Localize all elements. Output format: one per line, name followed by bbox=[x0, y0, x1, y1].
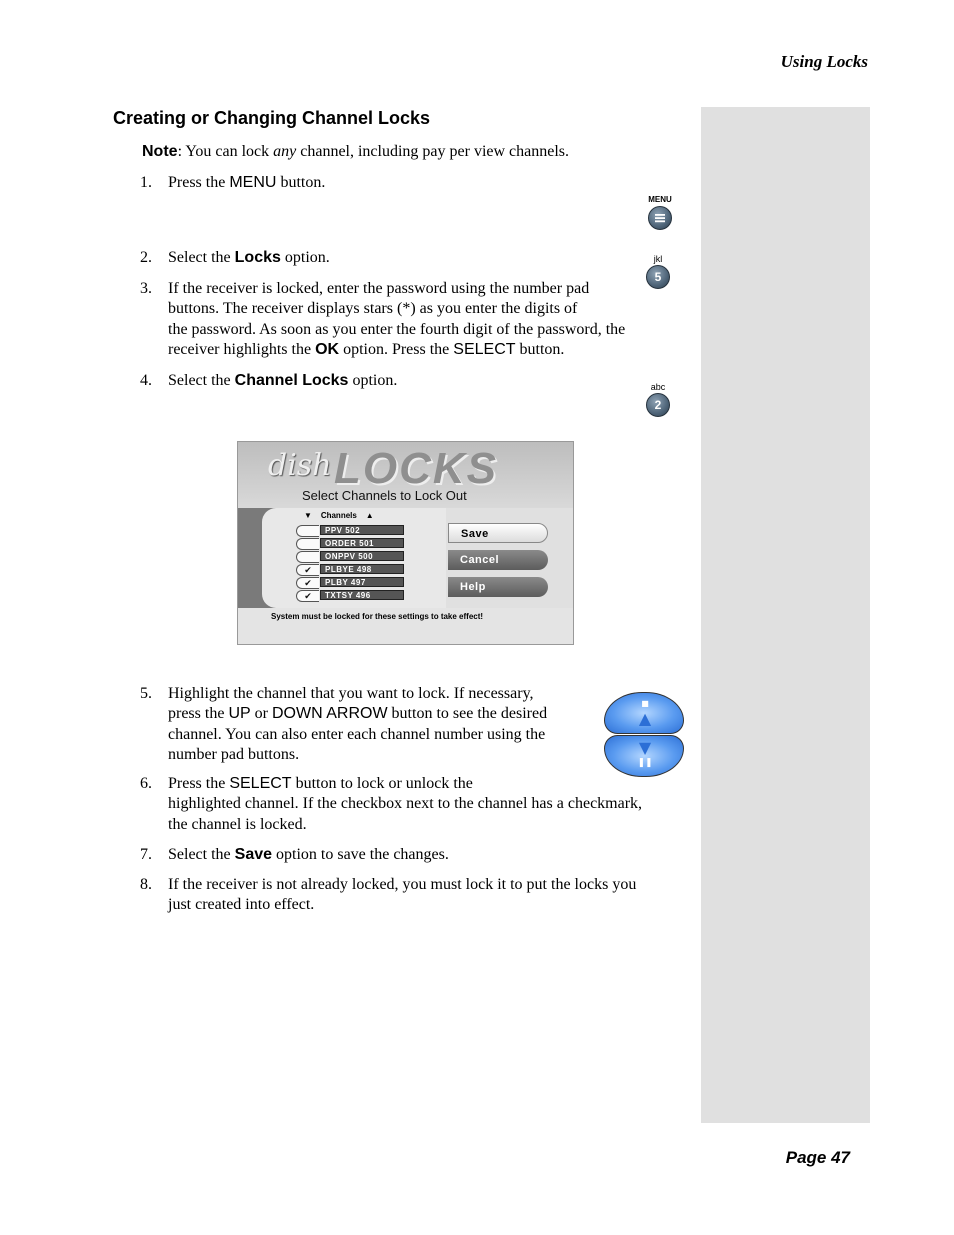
jkl-label: jkl bbox=[653, 254, 663, 264]
screen-subtitle: Select Channels to Lock Out bbox=[302, 488, 467, 503]
screen-save-option: Save bbox=[448, 523, 548, 543]
pause-icon: ❚❚ bbox=[637, 758, 653, 768]
step-number: 7. bbox=[140, 846, 152, 863]
dish-logo: dish bbox=[268, 448, 332, 483]
menu-button-icon bbox=[648, 206, 672, 230]
channel-name: PLBY 497 bbox=[320, 577, 404, 587]
checkmark-icon: ✔ bbox=[296, 577, 319, 589]
menu-button-label: MENU bbox=[648, 195, 672, 204]
channel-row bbox=[296, 551, 406, 562]
margin-sidebar bbox=[701, 107, 870, 1123]
step-2-text: Select the Locks option. bbox=[168, 249, 330, 266]
step-1-text: Press the MENU button. bbox=[168, 174, 326, 191]
step-number: 8. bbox=[140, 876, 152, 893]
abc-label: abc bbox=[650, 382, 666, 392]
step-number: 3. bbox=[140, 280, 152, 297]
arrow-up-icon: ▲ bbox=[638, 709, 652, 728]
step-number: 6. bbox=[140, 775, 152, 792]
screen-footer-message: System must be locked for these settings to take effect! bbox=[271, 612, 484, 621]
step-8-text: If the receiver is not already locked, you must lock it to put the locks you just created into effect. bbox=[168, 876, 637, 914]
channel-row bbox=[296, 564, 406, 575]
up-down-arrow-buttons bbox=[604, 692, 685, 777]
channel-row bbox=[296, 525, 406, 536]
arrow-up-icon: ▲ bbox=[365, 511, 374, 520]
step-6-text: Press the SELECT button to lock or unlock the highlighted channel. If the checkbox next to the channel has a checkmark, the channel is locked. bbox=[168, 775, 643, 833]
section-title: Creating or Changing Channel Locks bbox=[113, 108, 431, 128]
channel-row bbox=[296, 590, 406, 601]
step-3-text: If the receiver is locked, enter the password using the number pad buttons. The receiver displays stars (*) as you enter the digits of the password. As soon as you enter the fourth digit of the password, the receiver highlights the OK option. Press the SELECT button. bbox=[168, 280, 626, 358]
checkmark-icon: ✔ bbox=[296, 564, 319, 576]
running-header: Using Locks bbox=[780, 52, 868, 71]
screen-help-option: Help bbox=[448, 577, 548, 597]
arrow-down-icon: ▼ bbox=[304, 511, 312, 520]
number-5-button-icon: 5 bbox=[646, 265, 670, 289]
channel-name: ONPPV 500 bbox=[320, 551, 404, 561]
note-label: Note bbox=[142, 143, 178, 160]
channel-name: PPV 502 bbox=[320, 525, 404, 535]
channel-row bbox=[296, 577, 406, 588]
channel-name: ORDER 501 bbox=[320, 538, 404, 548]
step-number: 1. bbox=[140, 174, 152, 191]
channel-checkbox bbox=[296, 551, 319, 563]
locks-screen-image bbox=[237, 441, 574, 645]
screen-cancel-option: Cancel bbox=[448, 550, 548, 570]
square-icon: ■ bbox=[641, 699, 649, 708]
note-paragraph: Note: You can lock any channel, including pay per view channels. bbox=[142, 143, 570, 160]
checkmark-icon: ✔ bbox=[296, 590, 319, 602]
step-7-text: Select the Save option to save the changes. bbox=[168, 846, 449, 863]
channel-checkbox bbox=[296, 525, 319, 537]
down-arrow-button-icon bbox=[604, 735, 684, 777]
up-arrow-button-icon bbox=[604, 692, 684, 734]
arrow-down-icon: ▼ bbox=[638, 738, 652, 757]
step-number: 2. bbox=[140, 249, 152, 266]
channel-name: TXTSY 496 bbox=[320, 590, 404, 600]
number-2-button-icon: 2 bbox=[646, 393, 670, 417]
channel-checkbox bbox=[296, 538, 319, 550]
step-4-text: Select the Channel Locks option. bbox=[168, 372, 398, 389]
step-number: 4. bbox=[140, 372, 152, 389]
step-number: 5. bbox=[140, 685, 152, 702]
channel-name: PLBYE 498 bbox=[320, 564, 404, 574]
page-number: Page 47 bbox=[785, 1148, 850, 1167]
channel-row bbox=[296, 538, 406, 549]
menu-lines-icon bbox=[649, 207, 671, 229]
step-5-text: Highlight the channel that you want to lock. If necessary, press the UP or DOWN ARROW button to see the desired channel. You can also enter each channel number using the number pad buttons. bbox=[168, 685, 548, 763]
channels-header: ▼ Channels ▲ bbox=[304, 511, 374, 520]
screen-title: LOCKS bbox=[334, 444, 498, 493]
